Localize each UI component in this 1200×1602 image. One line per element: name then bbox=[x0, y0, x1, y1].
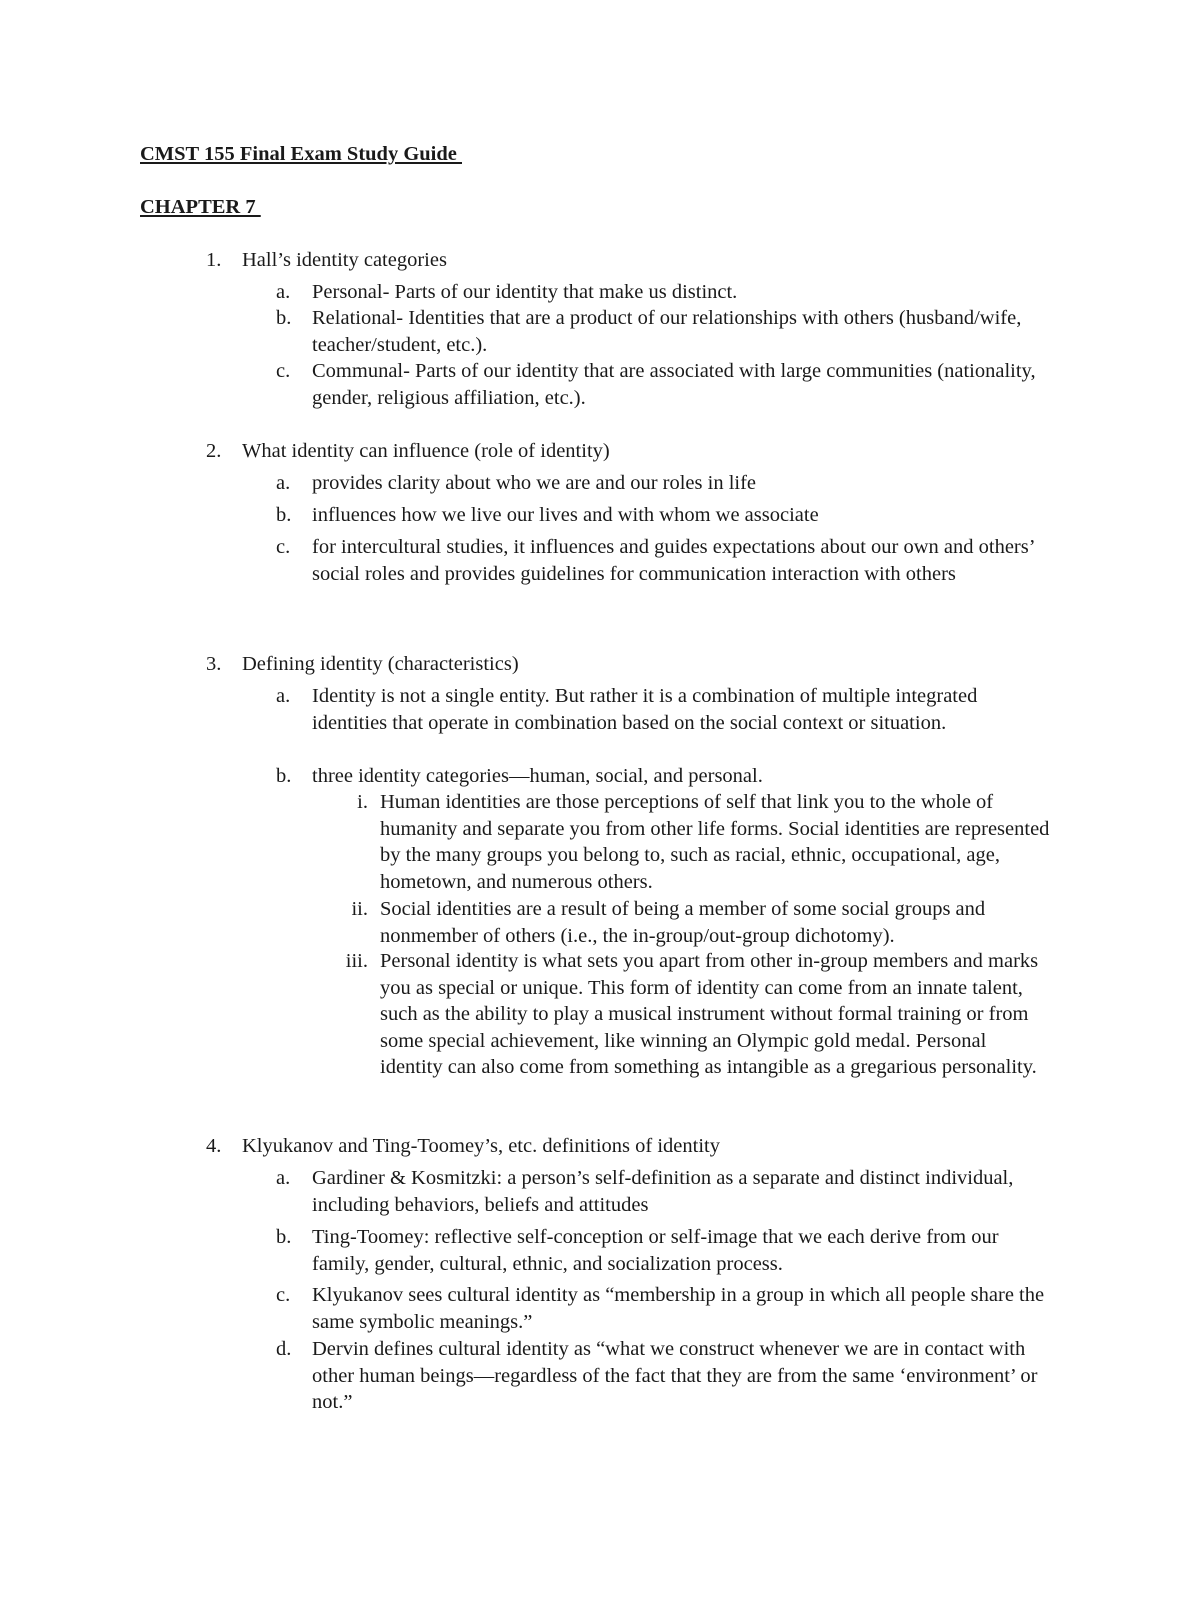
list-text: for intercultural studies, it influences and guides expectations about our own and others’ social roles and provides guidelines for communication interaction with others bbox=[312, 536, 1035, 585]
section-title: Defining identity (characteristics) bbox=[242, 653, 519, 675]
list-text: Ting-Toomey: reflective self-conception or self-image that we each derive from our family, gender, cultural, ethnic, and socialization process. bbox=[312, 1226, 999, 1275]
roman-marker: i. bbox=[357, 791, 368, 813]
list-marker: b. bbox=[276, 765, 292, 787]
list-marker: b. bbox=[276, 307, 292, 329]
list-marker: c. bbox=[276, 1284, 291, 1306]
list-text: Identity is not a single entity. But rather it is a combination of multiple integrated identities that operate in combination based on the social context or situation. bbox=[312, 685, 978, 734]
list-marker: c. bbox=[276, 536, 291, 558]
section-number: 2. bbox=[206, 440, 222, 462]
section-number: 1. bbox=[206, 249, 222, 271]
sublist-text: Human identities are those perceptions of self that link you to the whole of humanity and separate you from other life forms. Social identities are represented by the many groups you belong to, such as racial, ethnic, occupational, age, hometown, and numerous others. bbox=[380, 791, 1050, 893]
sublist-text: Social identities are a result of being a member of some social groups and nonmember of others (i.e., the in-group/out-group dichotomy). bbox=[380, 898, 986, 947]
list-text: provides clarity about who we are and our roles in life bbox=[312, 472, 757, 494]
list-marker: a. bbox=[276, 281, 291, 303]
section-title: Hall’s identity categories bbox=[242, 249, 447, 271]
list-text: Klyukanov sees cultural identity as “membership in a group in which all people share the same symbolic meanings.” bbox=[312, 1284, 1045, 1333]
list-text: Communal- Parts of our identity that are associated with large communities (nationality, gender, religious affiliation, etc.). bbox=[312, 360, 1036, 409]
list-text: Dervin defines cultural identity as “what we construct whenever we are in contact with other human beings—regardless of the fact that they are from the same ‘environment’ or not.” bbox=[312, 1338, 1038, 1413]
list-marker: b. bbox=[276, 504, 292, 526]
sublist-text: Personal identity is what sets you apart from other in-group members and marks you as special or unique. This form of identity can come from an innate talent, such as the ability to play a musical instrument without formal training or from some special achievement, like winning an Olympic gold medal. Personal identity can also come from something as intangible as a gregarious personality. bbox=[380, 950, 1039, 1078]
roman-marker: iii. bbox=[345, 950, 368, 972]
list-marker: d. bbox=[276, 1338, 292, 1360]
list-text: Relational- Identities that are a product of our relationships with others (husband/wife, teacher/student, etc.). bbox=[312, 307, 1022, 356]
section-number: 3. bbox=[206, 653, 222, 675]
list-marker: c. bbox=[276, 360, 291, 382]
section-title: Klyukanov and Ting-Toomey’s, etc. definitions of identity bbox=[242, 1135, 720, 1157]
list-marker: b. bbox=[276, 1226, 292, 1248]
list-text: Personal- Parts of our identity that make us distinct. bbox=[312, 281, 738, 303]
list-marker: a. bbox=[276, 472, 291, 494]
roman-marker: ii. bbox=[351, 898, 368, 920]
list-text: influences how we live our lives and with whom we associate bbox=[312, 504, 819, 526]
section-title: What identity can influence (role of identity) bbox=[242, 440, 610, 462]
list-marker: a. bbox=[276, 1167, 291, 1189]
list-text: three identity categories—human, social, and personal. bbox=[312, 765, 763, 787]
chapter-heading: CHAPTER 7 bbox=[140, 196, 261, 218]
section-number: 4. bbox=[206, 1135, 222, 1157]
list-marker: a. bbox=[276, 685, 291, 707]
list-text: Gardiner & Kosmitzki: a person’s self-definition as a separate and distinct individual, including behaviors, beliefs and attitudes bbox=[312, 1167, 1014, 1216]
document-title: CMST 155 Final Exam Study Guide bbox=[140, 143, 462, 165]
